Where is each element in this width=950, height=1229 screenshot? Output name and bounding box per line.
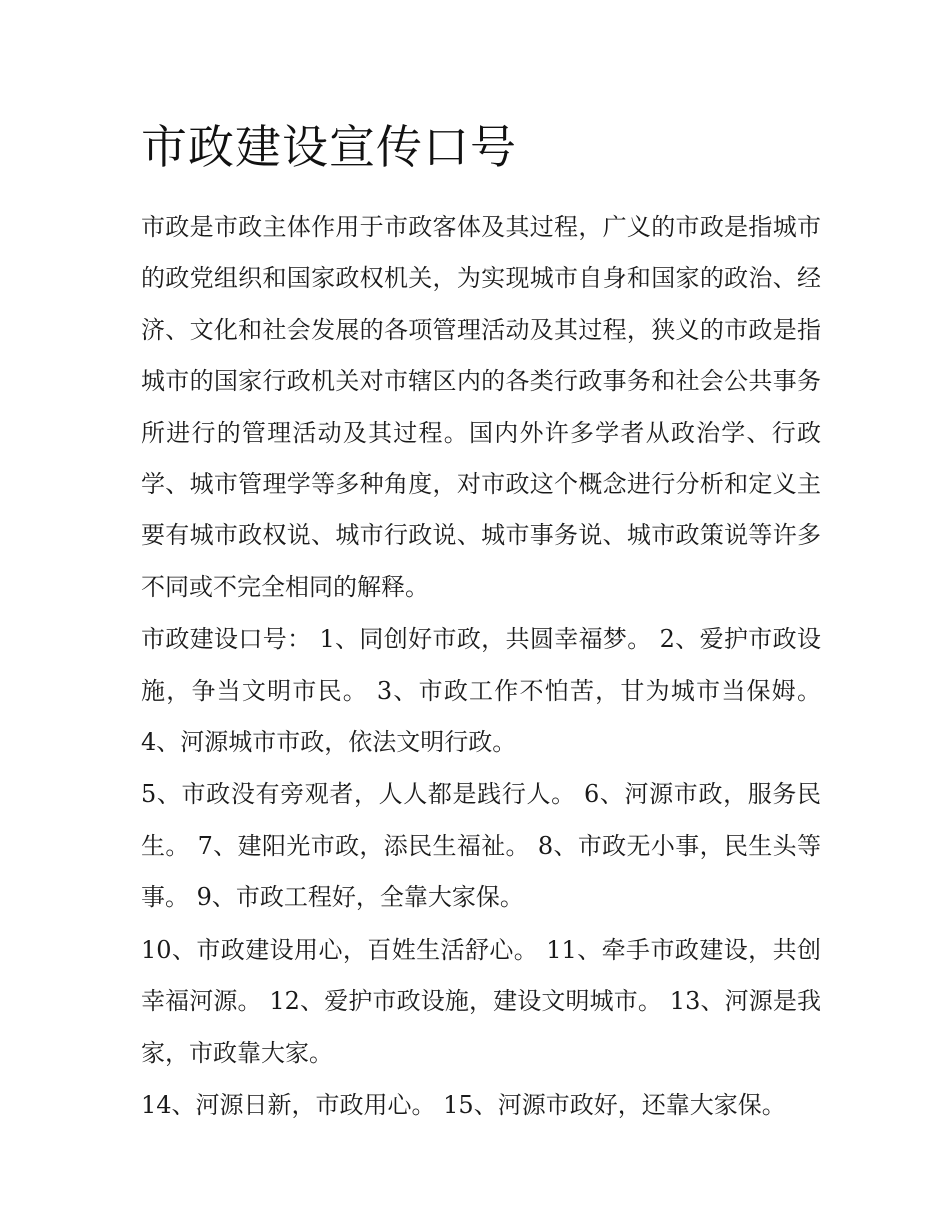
slogan-paragraph-2: 5、市政没有旁观者，人人都是践行人。 6、河源市政，服务民生。 7、建阳光市政，添民生福祉。 8、市政无小事，民生头等事。 9、市政工程好，全靠大家保。 [141, 780, 821, 912]
intro-paragraph: 市政是市政主体作用于市政客体及其过程，广义的市政是指城市的政党组织和国家政权机关，为实现城市自身和国家的政治、经济、文化和社会发展的各项管理活动及其过程，狭义的市政是指城市的国家行政机关对市辖区内的各类行政事务和社会公共事务所进行的管理活动及其过程。国内外许多学者从政治学、行政学、城市管理学等多种角度，对市政这个概念进行分析和定义主要有城市政权说、城市行政说、城市事务说、城市政策说等许多不同或不完全相同的解释。 [141, 213, 821, 601]
slogan-paragraph-4: 14、河源日新，市政用心。 15、河源市政好，还靠大家保。 [141, 1090, 786, 1119]
slogan-paragraph-3: 10、市政建设用心，百姓生活舒心。 11、牵手市政建设，共创幸福河源。 12、爱护市政设施，建设文明城市。 13、河源是我家，市政靠大家。 [141, 935, 821, 1067]
slogan-paragraph-1: 市政建设口号： 1、同创好市政，共圆幸福梦。 2、爱护市政设施，争当文明市民。 3、市政工作不怕苦，甘为城市当保姆。 4、河源城市市政，依法文明行政。 [141, 625, 821, 757]
document-title: 市政建设宣传口号 [141, 120, 517, 174]
document-body [141, 112, 821, 1132]
slogan-section [141, 614, 821, 1131]
